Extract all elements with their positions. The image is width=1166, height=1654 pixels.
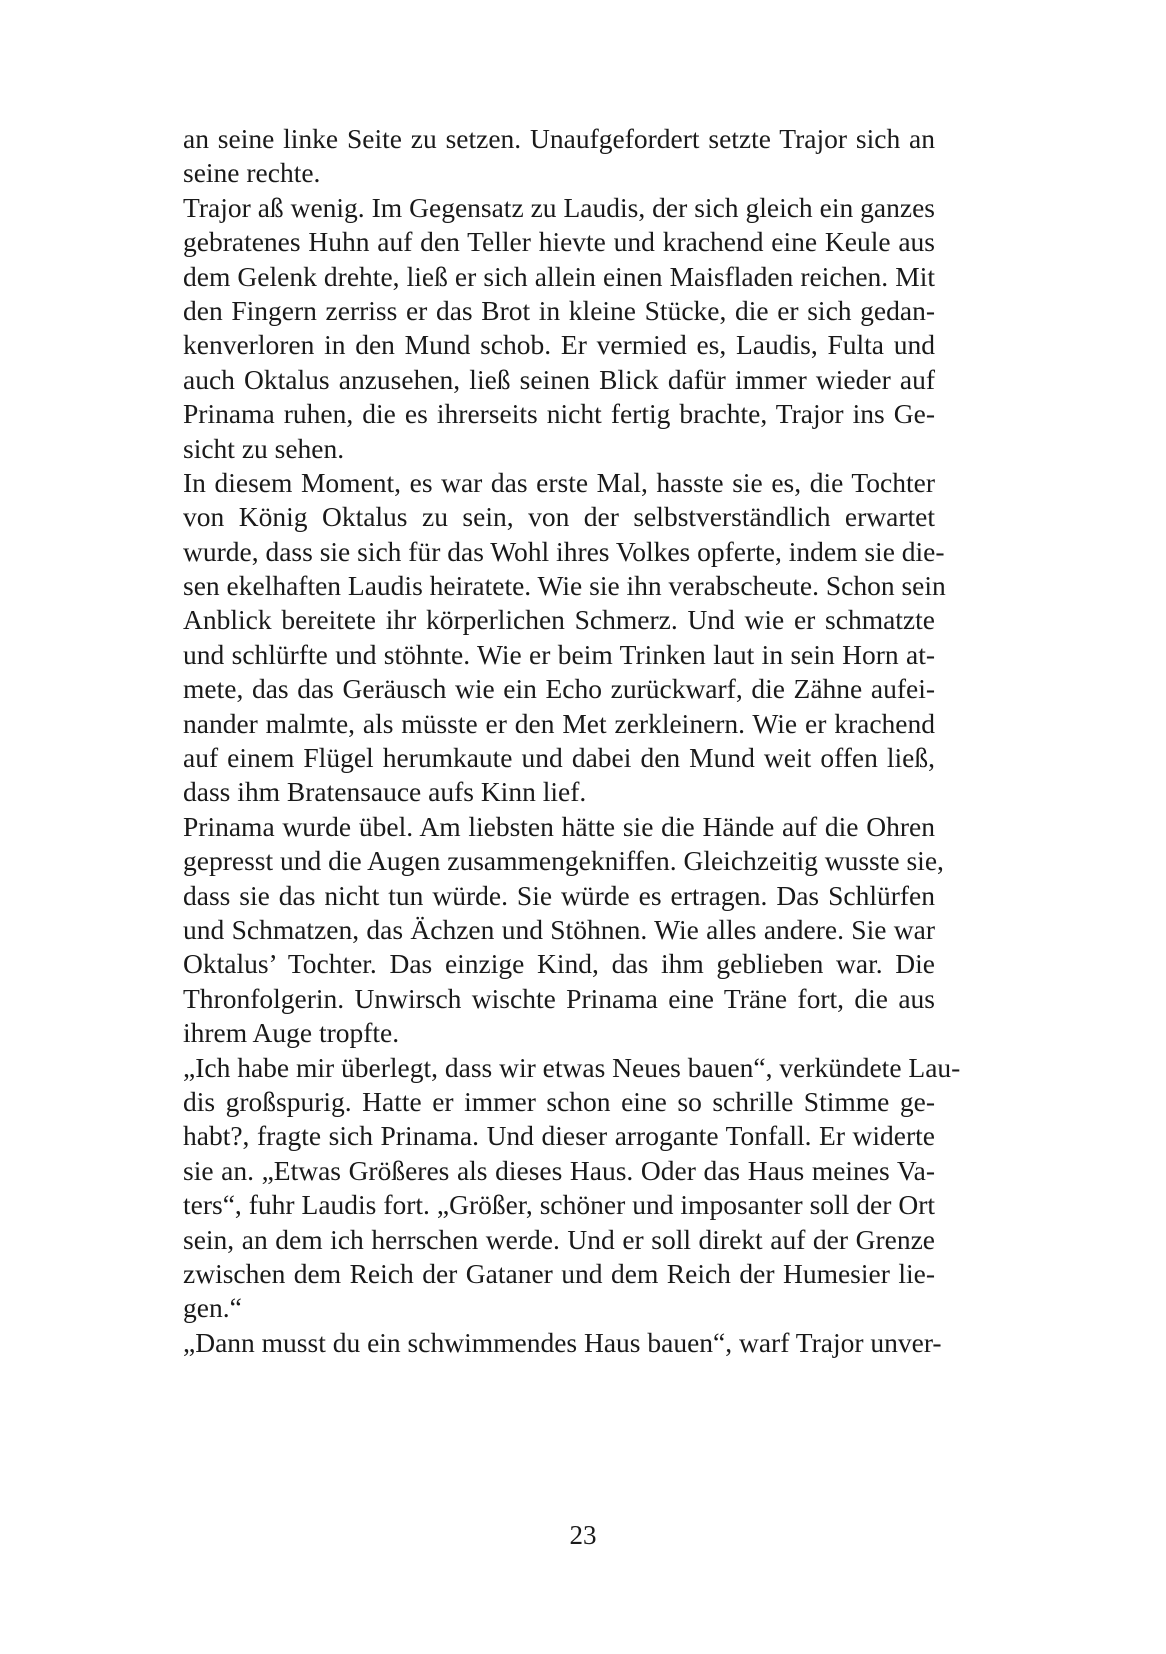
text-line: zwischen dem Reich der Gataner und dem Reich der Humesier lie- (183, 1257, 935, 1289)
text-line: ters“, fuhr Laudis fort. „Größer, schöner und imposanter soll der Ort (183, 1189, 935, 1221)
page-number: 23 (569, 1520, 597, 1550)
text-line: Anblick bereitete ihr körperlichen Schmerz. Und wie er schmatzte (183, 604, 935, 636)
text-line: gepresst und die Augen zusammengekniffen. Gleichzeitig wusste sie, (183, 845, 944, 877)
text-line: und Schmatzen, das Ächzen und Stöhnen. Wie alles andere. Sie war (183, 913, 935, 945)
text-line: gebratenes Huhn auf den Teller hievte und krachend eine Keule aus (183, 226, 935, 258)
text-line: dis großspurig. Hatte er immer schon eine so schrille Stimme ge- (183, 1085, 935, 1117)
text-line: sie an. „Etwas Größeres als dieses Haus. Oder das Haus meines Va- (183, 1154, 935, 1186)
text-line: „Dann musst du ein schwimmendes Haus bauen“, warf Trajor unver- (183, 1326, 942, 1358)
text-line: dass sie das nicht tun würde. Sie würde es ertragen. Das Schlürfen (183, 879, 935, 911)
text-line: sen ekelhaften Laudis heiratete. Wie sie ihn verabscheute. Schon sein (183, 570, 946, 602)
text-line: habt?, fragte sich Prinama. Und dieser arrogante Tonfall. Er widerte (183, 1120, 935, 1152)
body-text (183, 122, 961, 1360)
text-line: und schlürfte und stöhnte. Wie er beim Trinken laut in sein Horn at- (183, 638, 935, 670)
text-line: ihrem Auge tropfte. (183, 1017, 400, 1049)
text-line: Prinama ruhen, die es ihrerseits nicht fertig brachte, Trajor ins Ge- (183, 398, 935, 430)
text-line: Trajor aß wenig. Im Gegensatz zu Laudis, der sich gleich ein ganzes (183, 191, 935, 223)
text-line: seine rechte. (183, 157, 321, 189)
text-line: In diesem Moment, es war das erste Mal, hasste sie es, die Tochter (183, 466, 935, 498)
text-line: Prinama wurde übel. Am liebsten hätte sie die Hände auf die Ohren (183, 810, 935, 842)
text-line: nander malmte, als müsste er den Met zerkleinern. Wie er krachend (183, 707, 935, 739)
text-line: kenverloren in den Mund schob. Er vermied es, Laudis, Fulta und (183, 329, 935, 361)
text-line: an seine linke Seite zu setzen. Unaufgefordert setzte Trajor sich an (183, 123, 935, 154)
text-line: von König Oktalus zu sein, von der selbstverständlich erwartet (183, 501, 935, 533)
text-line: auch Oktalus anzusehen, ließ seinen Blick dafür immer wieder auf (183, 363, 935, 395)
text-line: mete, das das Geräusch wie ein Echo zurückwarf, die Zähne aufei- (183, 673, 935, 705)
text-line: auf einem Flügel herumkaute und dabei den Mund weit offen ließ, (183, 742, 935, 774)
text-line: „Ich habe mir überlegt, dass wir etwas Neues bauen“, verkündete Lau- (183, 1051, 961, 1083)
text-line: Oktalus’ Tochter. Das einzige Kind, das ihm geblieben war. Die (183, 948, 935, 980)
text-line: den Fingern zerriss er das Brot in kleine Stücke, die er sich gedan- (183, 294, 935, 326)
text-line: dass ihm Bratensauce aufs Kinn lief. (183, 776, 587, 808)
text-line: Thronfolgerin. Unwirsch wischte Prinama eine Träne fort, die aus (183, 982, 935, 1014)
text-line: dem Gelenk drehte, ließ er sich allein einen Maisfladen reichen. Mit (183, 260, 935, 292)
text-line: wurde, dass sie sich für das Wohl ihres Volkes opferte, indem sie die- (183, 535, 945, 567)
text-line: sein, an dem ich herrschen werde. Und er soll direkt auf der Grenze (183, 1223, 935, 1255)
text-line: sicht zu sehen. (183, 432, 345, 464)
text-line: gen.“ (183, 1292, 242, 1324)
